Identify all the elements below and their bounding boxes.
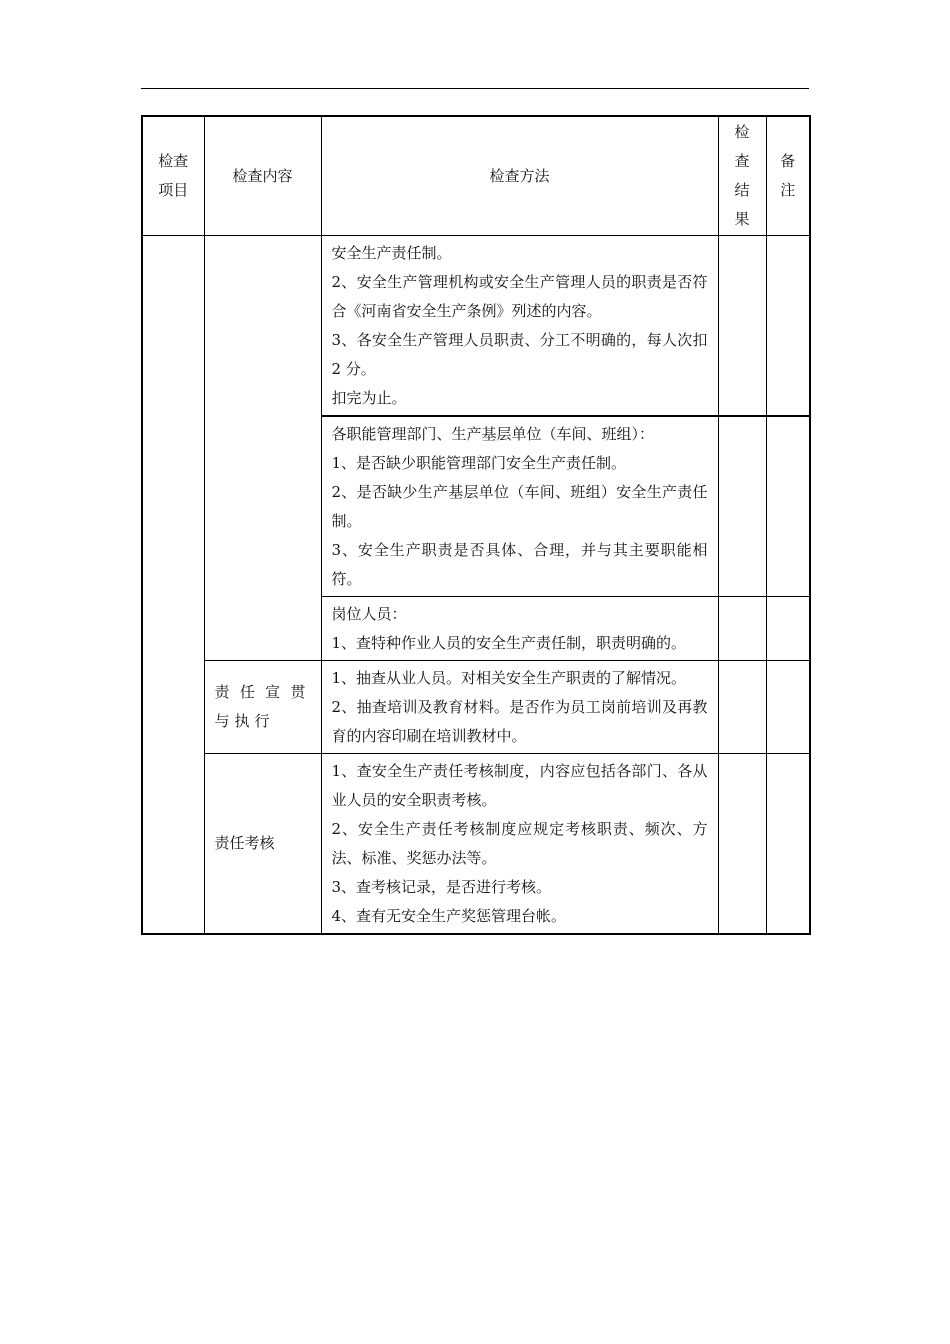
header-item: 检查项目	[142, 116, 204, 236]
method-line: 2、安全生产责任考核制度应规定考核职责、频次、方法、标准、奖惩办法等。	[331, 820, 708, 867]
method-cell	[321, 236, 718, 417]
remark-cell[interactable]	[766, 661, 810, 754]
header-method: 检查方法	[321, 116, 718, 236]
table-row	[142, 661, 810, 754]
method-line: 3、安全生产职责是否具体、合理，并与其主要职能相符。	[331, 541, 708, 588]
method-line: 3、查考核记录，是否进行考核。	[331, 878, 552, 896]
table-row	[142, 754, 810, 935]
method-line: 3、各安全生产管理人员职责、分工不明确的，每人次扣 2 分。	[331, 331, 708, 378]
method-line: 各职能管理部门、生产基层单位（车间、班组）：	[331, 425, 655, 443]
method-line: 2、是否缺少生产基层单位（车间、班组）安全生产责任制。	[331, 483, 708, 530]
table-row	[142, 236, 810, 417]
method-line: 安全生产责任制。	[331, 244, 452, 262]
method-line: 1、抽查从业人员。对相关安全生产职责的了解情况。	[331, 669, 687, 687]
remark-cell[interactable]	[766, 754, 810, 935]
method-cell	[321, 754, 718, 935]
method-line: 1、查安全生产责任考核制度，内容应包括各部门、各从业人员的安全职责考核。	[331, 762, 708, 809]
method-line: 2、安全生产管理机构或安全生产管理人员的职责是否符合《河南省安全生产条例》列述的内容。	[331, 273, 708, 320]
header-remark: 备注	[766, 116, 810, 236]
remark-cell[interactable]	[766, 236, 810, 417]
method-cell	[321, 661, 718, 754]
item-cell	[142, 236, 204, 935]
method-line: 2、抽查培训及教育材料。是否作为员工岗前培训及再教育的内容印刷在培训教材中。	[331, 698, 708, 745]
content-cell: 责任宣贯与执行	[204, 661, 321, 754]
method-line: 1、是否缺少职能管理部门安全生产责任制。	[331, 454, 627, 472]
header-result: 检查结果	[718, 116, 766, 236]
result-cell[interactable]	[718, 597, 766, 661]
header-content: 检查内容	[204, 116, 321, 236]
content-cell: 责任考核	[204, 754, 321, 935]
result-cell[interactable]	[718, 754, 766, 935]
method-line: 扣完为止。	[331, 389, 407, 407]
inspection-table	[141, 115, 811, 935]
remark-cell[interactable]	[766, 597, 810, 661]
remark-cell[interactable]	[766, 416, 810, 597]
method-line: 1、查特种作业人员的安全生产责任制，职责明确的。	[331, 634, 687, 652]
top-rule	[141, 88, 809, 89]
method-cell	[321, 416, 718, 597]
result-cell[interactable]	[718, 661, 766, 754]
result-cell[interactable]	[718, 416, 766, 597]
method-cell	[321, 597, 718, 661]
method-line: 4、查有无安全生产奖惩管理台帐。	[331, 907, 567, 925]
header-row	[142, 116, 810, 236]
method-line: 岗位人员：	[331, 605, 407, 623]
content-cell	[204, 236, 321, 661]
result-cell[interactable]	[718, 236, 766, 417]
